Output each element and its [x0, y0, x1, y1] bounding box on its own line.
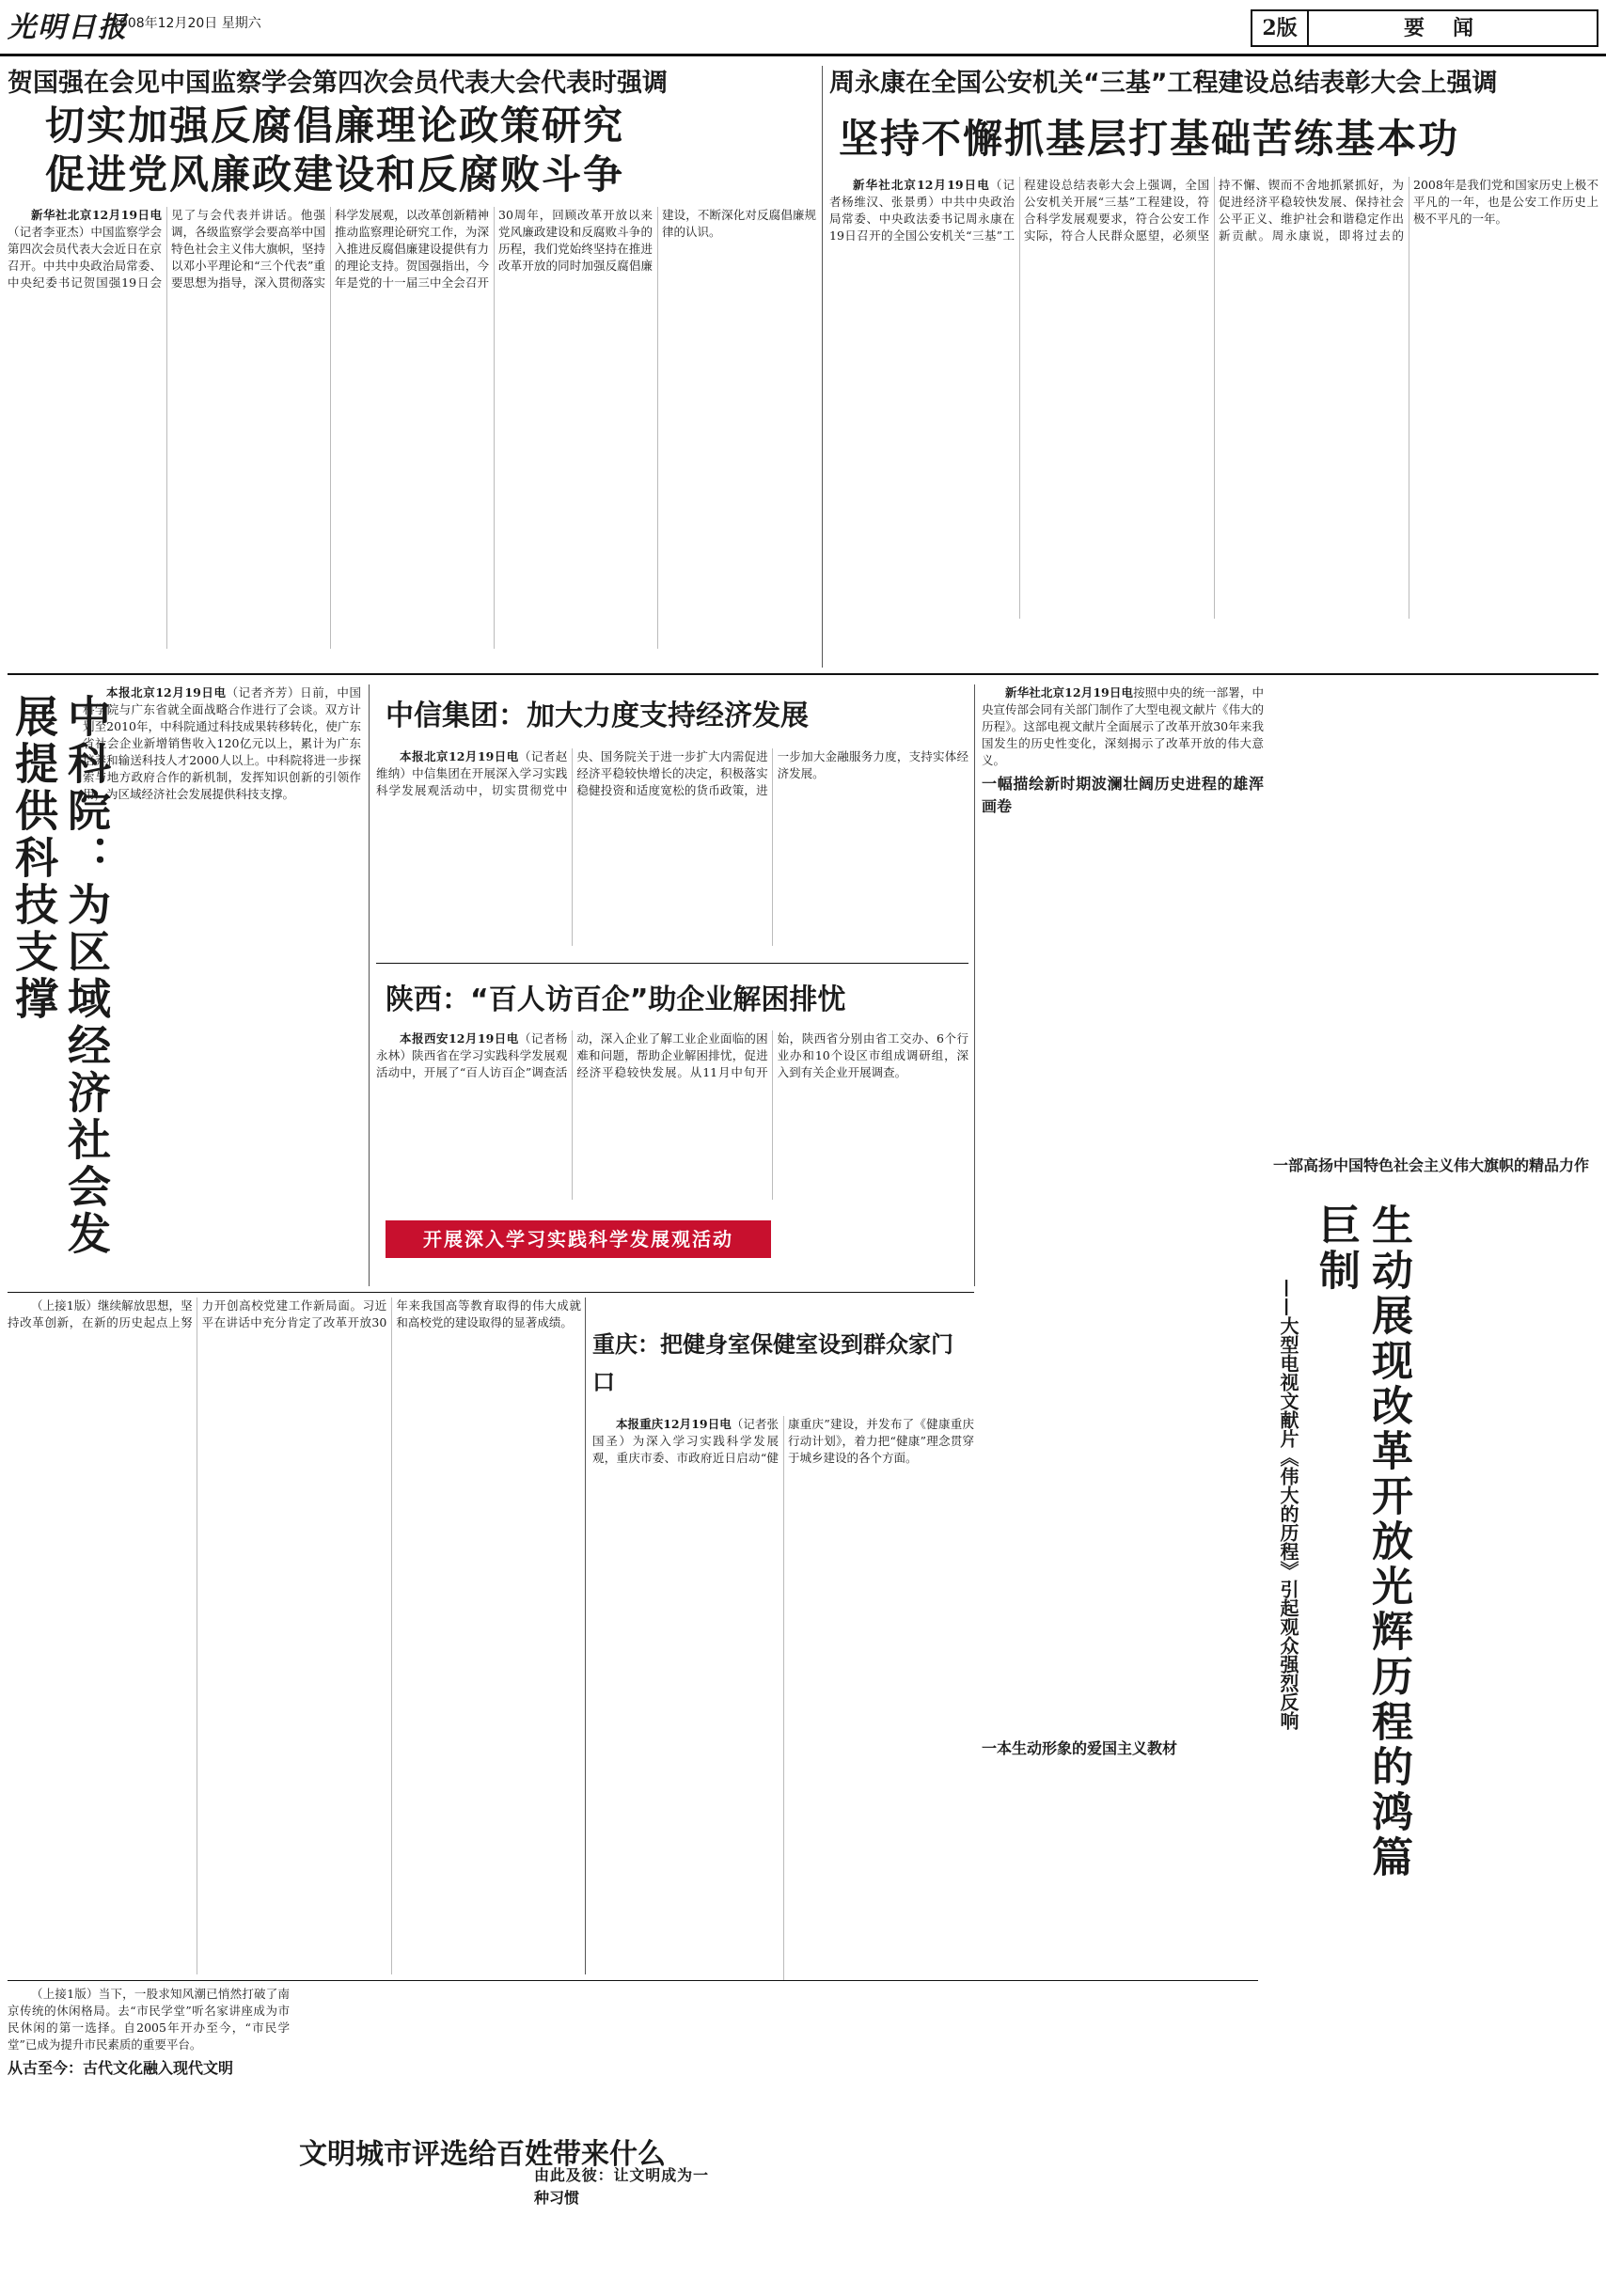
- story2-headline: 坚持不懈抓基层打基础苦练基本功: [839, 116, 1460, 162]
- story-civilized-city: [8, 1986, 1258, 2288]
- campaign-banner: 开展深入学习实践科学发展观活动: [386, 1220, 771, 1258]
- story2-text: （记者杨维汉、张景勇）中共中央政治局常委、中央政法委书记周永康在19日召开的全国公安机关“三基”工程建设总结表彰大会上强调，全国公安机关开展“三基”工程建设，符合科学发展观要求，符合公安工作实际，符合人民群众愿望，必须坚持不懈、锲而不舍地抓紧抓好，为促进经济平稳较快发展、保持社会公平正义、维护社会和谐稳定作出新贡献。周永康说，即将过去的2008年是我们党和国家历史上极不平凡的一年，也是公安工作历史上极不平凡的一年。: [829, 178, 1598, 243]
- story-citic: [376, 684, 968, 957]
- story5-headline: 陕西：“百人访百企”助企业解困排忧: [386, 983, 846, 1016]
- edition-number: 2版: [1252, 11, 1309, 45]
- column-divider: [585, 1297, 586, 1974]
- story1-dateline: 新华社北京12月19日电: [31, 208, 162, 222]
- section-rule: [8, 1292, 974, 1293]
- story3-text: （记者齐芳）日前，中国科学院与广东省就全面战略合作进行了会谈。双方计划至2010年，中科院通过科技成果转移转化，使广东省社会企业新增销售收入120亿元以上，累计为广东培养和输送科技人才2000人以上。中科院将进一步探索与地方政府合作的新机制，发挥知识创新的引领作用，为区域经济社会发展提供科技支撑。: [83, 685, 361, 801]
- newspaper-logo: 光明日报: [8, 11, 128, 44]
- story6-subhead2: 一部高扬中国特色社会主义伟大旗帜的精品力作: [1273, 1156, 1590, 1174]
- story-higher-education: [8, 1297, 581, 1974]
- story8-text: （记者张国圣）为深入学习实践科学发展观，重庆市委、市政府近日启动“健康重庆”建设，并发布了《健康重庆行动计划》，着力把“健康”理念贯穿于城乡建设的各个方面。: [592, 1417, 974, 1465]
- story5-dateline: 本报西安12月19日电: [400, 1031, 519, 1046]
- story9-text: （上接1版）当下，一股求知风潮已悄然打破了南京传统的休闲格局。去“市民学堂”听名家讲座成为市民休闲的第一选择。自2005年开办至今，“市民学堂”已成为提升市民素质的重要平台。: [8, 1987, 290, 2052]
- story9-subhead1: 从古至今：古代文化融入现代文明: [8, 2059, 234, 2077]
- story-anti-corruption: [8, 66, 816, 668]
- column-divider: [822, 66, 823, 668]
- story1-body: [8, 207, 816, 649]
- story7-body: [8, 1297, 581, 1974]
- story-shaanxi: [376, 970, 968, 1215]
- section-rule: [376, 963, 968, 964]
- story-cas: [8, 684, 365, 1286]
- issue-date: 2008年12月20日 星期六: [111, 16, 261, 31]
- story6-subhead1: 一幅描绘新时期波澜壮阔历史进程的雄浑画卷: [982, 775, 1264, 815]
- story1-text: （记者李亚杰）中国监察学会第四次会员代表大会近日在京召开。中共中央政治局常委、中央纪委书记贺国强19日会见了与会代表并讲话。他强调，各级监察学会要高举中国特色社会主义伟大旗帜，坚持以邓小平理论和“三个代表”重要思想为指导，深入贯彻落实科学发展观，以改革创新精神推动监察理论研究工作，为深入推进反腐倡廉建设提供有力的理论支持。贺国强指出，今年是党的十一届三中全会召开30周年，回顾改革开放以来党风廉政建设和反腐败斗争的历程，我们党始终坚持在推进改革开放的同时加强反腐倡廉建设，不断深化对反腐倡廉规律的认识。: [8, 208, 816, 290]
- section-name: 要闻: [1403, 16, 1502, 40]
- story4-body: [376, 748, 968, 946]
- story-chongqing: [592, 1297, 974, 1974]
- story6-text: 按照中央的统一部署，中央宣传部会同有关部门制作了大型电视文献片《伟大的历程》。这部电视文献片全面展示了改革开放30年来我国发生的历史性变化，深刻揭示了改革开放的伟大意义。: [982, 685, 1265, 767]
- masthead: [0, 0, 1606, 56]
- story2-dateline: 新华社北京12月19日电: [853, 178, 990, 192]
- section-rule: [8, 673, 1598, 675]
- story5-body: [376, 1030, 968, 1200]
- story4-text: （记者赵维纳）中信集团在开展深入学习实践科学发展观活动中，切实贯彻党中央、国务院关于进一步扩大内需促进经济平稳较快增长的决定，积极落实稳健投资和适度宽松的货币政策，进一步加大金融服务力度，支持实体经济发展。: [376, 749, 968, 797]
- edition-box: [1251, 9, 1598, 47]
- story2-body: [829, 177, 1598, 619]
- story8-body: [592, 1416, 974, 1980]
- story1-headline-line2: 促进党风廉政建设和反腐败斗争: [45, 151, 625, 197]
- story6-vertical-subhead: ——大型电视文献片《伟大的历程》引起观众强烈反响: [1277, 1279, 1299, 1730]
- story4-headline: 中信集团：加大力度支持经济发展: [386, 700, 809, 732]
- section-rule: [8, 1980, 1258, 1981]
- story3-vertical-headline: 中科院：为区域经济社会发展提供科技支撑: [8, 694, 112, 1258]
- story7-text: （上接1版）继续解放思想，坚持改革创新，在新的历史起点上努力开创高校党建工作新局面。习近平在讲话中充分肯定了改革开放30年来我国高等教育取得的伟大成就和高校党的建设取得的显著成绩。: [8, 1298, 581, 1329]
- story9-body-right: [534, 1986, 1258, 2288]
- story9-body-left: [8, 1986, 290, 2288]
- story6-vertical-headline-block: [1267, 1203, 1412, 1880]
- story8-headline: 重庆：把健身室保健室设到群众家门口: [592, 1331, 953, 1395]
- column-divider: [974, 684, 975, 1286]
- story9-subhead2: 由此及彼：让文明成为一种习惯: [534, 2166, 708, 2207]
- story4-dateline: 本报北京12月19日电: [400, 749, 519, 763]
- story1-kicker: 贺国强在会见中国监察学会第四次会员代表大会代表时强调: [8, 69, 668, 98]
- story6-body: [982, 684, 1264, 1211]
- story2-kicker: 周永康在全国公安机关“三基”工程建设总结表彰大会上强调: [829, 69, 1498, 98]
- story8-dateline: 本报重庆12月19日电: [616, 1417, 732, 1431]
- story1-headline-line1: 切实加强反腐倡廉理论政策研究: [45, 102, 625, 149]
- story9-headline: 文明城市评选给百姓带来什么: [299, 2138, 666, 2171]
- story3-dateline: 本报北京12月19日电: [106, 685, 227, 700]
- story3-body: [83, 684, 361, 1286]
- column-divider: [369, 684, 370, 1286]
- story6-subhead3: 一本生动形象的爱国主义教材: [982, 1739, 1178, 1757]
- story6-dateline: 新华社北京12月19日电: [1005, 685, 1134, 700]
- story-public-security: [829, 66, 1598, 668]
- story5-text: （记者杨永林）陕西省在学习实践科学发展观活动中，开展了“百人访百企”调查活动，深入企业了解工业企业面临的困难和问题，帮助企业解困排忧，促进经济平稳较快发展。从11月中旬开始，陕西省分别由省工交办、6个行业办和10个设区市组成调研组，深入到有关企业开展调查。: [376, 1031, 968, 1079]
- story6-vertical-headline: 生动展现改革开放光辉历程的鸿篇巨制: [1312, 1203, 1412, 1880]
